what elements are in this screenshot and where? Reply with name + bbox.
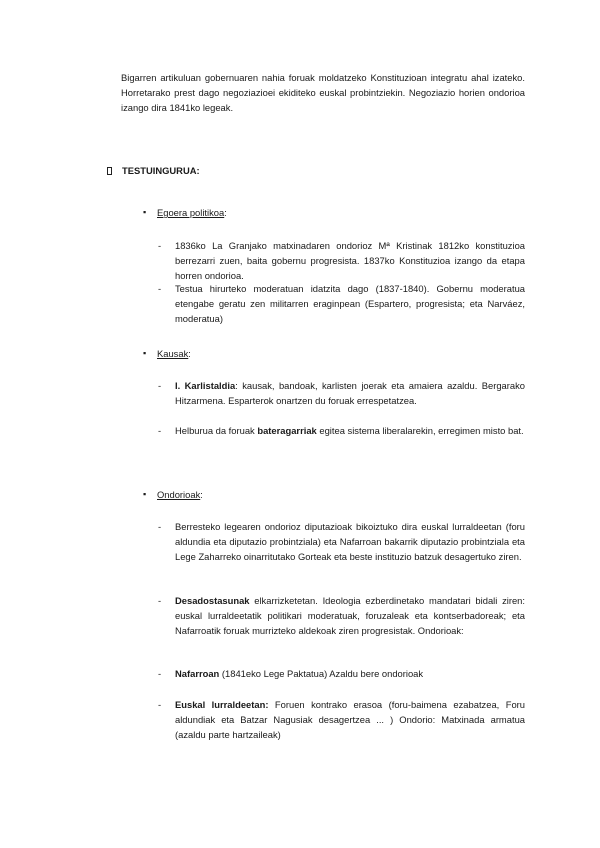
bullet-label-ondorioak: Ondorioak [157,489,201,500]
ondorioak-item-2: Desadostasunak elkarrizketetan. Ideologia ezberdinetako mandatari bidali ziren: euskal lurraldeetatik politikari moderatuak, foruzaleak eta kontserbadoreak; eta Nafarroatik foruak murrizteko aldekoak ziren progresistak. Ondorioak: [175,595,525,636]
bullet-icon: ▪ [143,207,147,217]
bullet-ondorioak: ▪ Ondorioak: [143,489,203,500]
list-item [158,697,525,742]
list-item [158,593,525,638]
dash-icon: - [158,699,162,710]
section-title: TESTUINGURUA: [122,165,200,176]
ondorioak-item-4: Euskal lurraldeetan: Foruen kontrako erasoa (foru-baimena ezabatzea, Foru aldundiak eta Batzar Nagusiak desagertzea ... ) Ondorio: Matxinada armatua (azaldu parte hartzaileak) [175,699,525,740]
dash-icon: - [158,521,162,532]
bullet-kausak: ▪ Kausak: [143,348,191,359]
intro-paragraph: Bigarren artikuluan gobernuaren nahia foruak moldatzeko Konstituzioan integratu ahal izateko. Horretarako prest dago negoziazioei ekiditeko euskal probintziekin. Negoziazio horien ondorioa izango dira 1841ko legeak. [121,72,525,113]
bullet-label-kausak: Kausak [157,348,189,359]
list-item [158,281,525,326]
dash-icon: - [158,425,162,436]
bullet-label-politikoa: Egoera politikoa [157,207,225,218]
kausak-item-2: Helburua da foruak bateragarriak egitea sistema liberalarekin, erregimen misto bat. [175,425,524,436]
bullet-icon: ▪ [143,489,147,499]
politikoa-item-2: Testua hirurteko moderatuan idatzita dago (1837-1840). Gobernu moderatua etengabe geratu zen militarren eraginpean (Espartero, progresista; eta Narváez, moderatua) [175,283,525,324]
politikoa-item-1: 1836ko La Granjako matxinadaren ondorioz Mª Kristinak 1812ko konstituzioa berrezarri zuen, baita gobernu progresista. 1837ko Konstituzioa izango da etapa horren ondorioa. [175,240,525,281]
ondorioak-item-3: Nafarroan (1841eko Lege Paktatua) Azaldu bere ondorioak [175,668,424,679]
bullet-icon: ▪ [143,348,147,358]
dash-icon: - [158,595,162,606]
checkbox-icon [107,167,112,175]
list-item [158,423,525,438]
list-item [158,666,525,681]
dash-icon: - [158,283,162,294]
bullet-politikoa: ▪ Egoera politikoa: [143,207,227,218]
list-item [158,378,525,408]
dash-icon: - [158,668,162,679]
list-item [158,238,525,283]
ondorioak-item-1: Berresteko legearen ondorioz diputazioak bikoiztuko dira euskal lurraldeetan (foru aldundia eta diputazio probintziala) eta Nafarroan bakarrik diputazio probintziala eta Lege Zaharreko oinarritutako Gorteak eta beste instituzio batzuk desagertuko ziren. [175,521,525,562]
kausak-item-1: I. Karlistaldia: kausak, bandoak, karlisten joerak eta amaiera azaldu. Bergarako Hitzarmena. Esparterok onartzen du foruak errespetatzea. [175,380,525,406]
list-item [158,519,525,564]
dash-icon: - [158,380,162,391]
dash-icon: - [158,240,162,251]
section-heading [107,163,200,178]
